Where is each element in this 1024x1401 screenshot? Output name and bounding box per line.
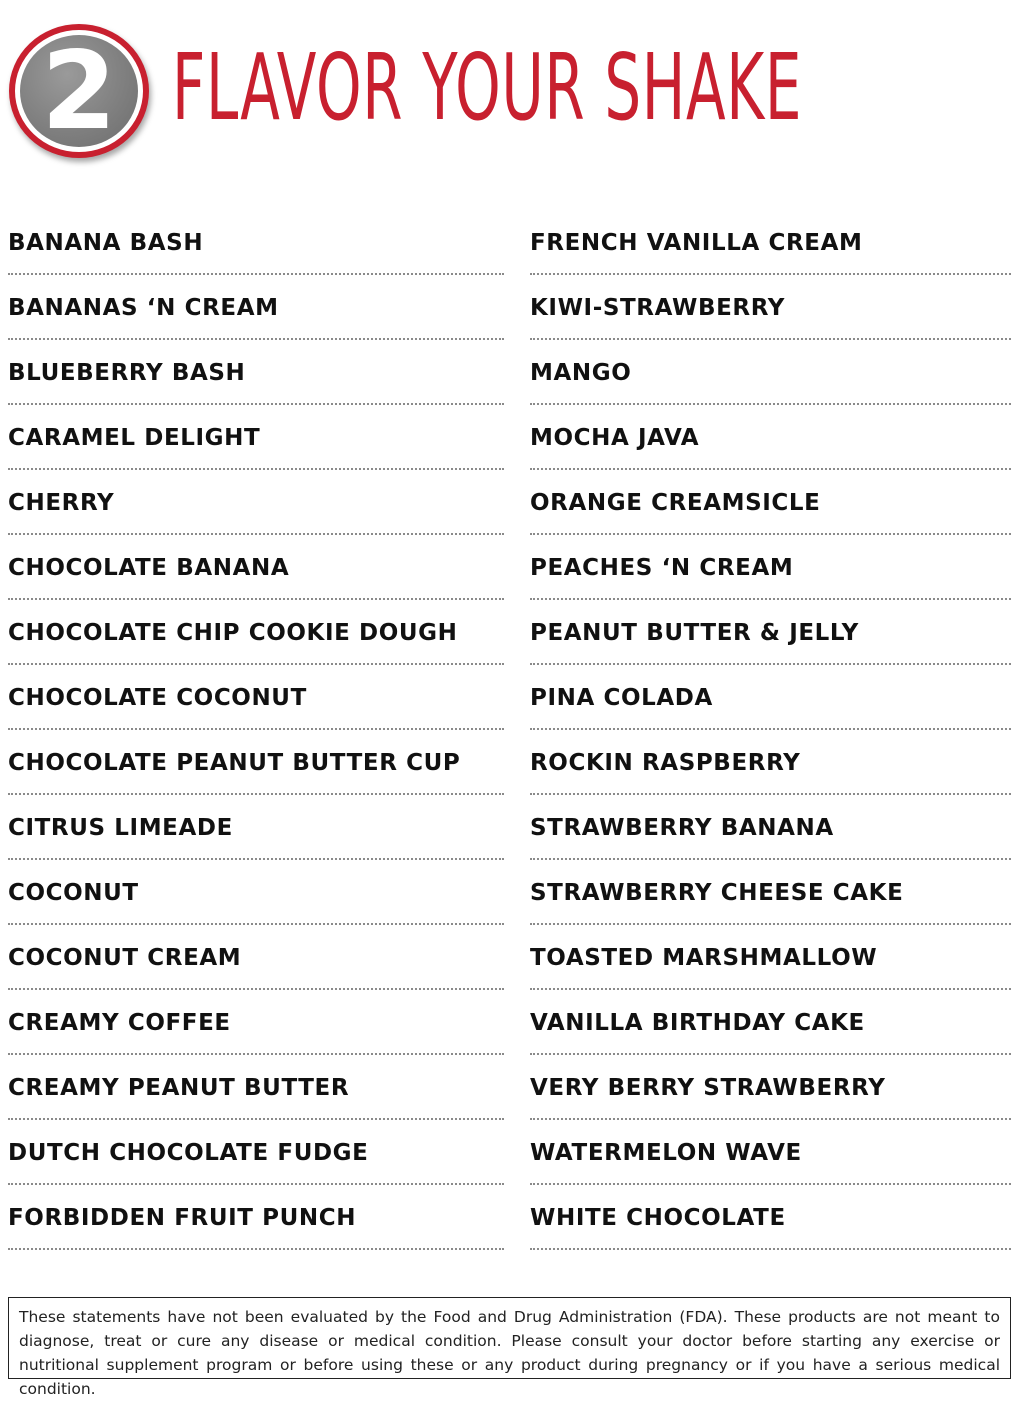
- flavor-name: COCONUT CREAM: [8, 945, 242, 971]
- flavor-name: CREAMY PEANUT BUTTER: [8, 1075, 350, 1101]
- flavor-row: [0, 860, 1024, 925]
- flavor-name: ORANGE CREAMSICLE: [530, 490, 821, 516]
- flavor-name: PINA COLADA: [530, 685, 713, 711]
- flavor-name: TOASTED MARSHMALLOW: [530, 945, 878, 971]
- flavor-item-left: [8, 1185, 504, 1250]
- flavor-item-left: [8, 1055, 504, 1120]
- flavor-item-left: [8, 990, 504, 1055]
- flavor-name: COCONUT: [8, 880, 139, 906]
- flavor-item-left: [8, 405, 504, 470]
- flavor-item-left: [8, 1120, 504, 1185]
- page-header: [0, 0, 1024, 190]
- flavor-name: WHITE CHOCOLATE: [530, 1205, 786, 1231]
- flavor-name: CHOCOLATE PEANUT BUTTER CUP: [8, 750, 461, 776]
- flavor-item-right: [530, 340, 1011, 405]
- flavor-item-left: [8, 600, 504, 665]
- flavor-name: WATERMELON WAVE: [530, 1140, 802, 1166]
- flavor-name: BANANA BASH: [8, 230, 204, 256]
- flavor-item-left: [8, 210, 504, 275]
- flavor-name: CHERRY: [8, 490, 115, 516]
- step-number-badge: [9, 24, 149, 158]
- flavor-row: [0, 405, 1024, 470]
- flavor-item-right: [530, 470, 1011, 535]
- flavor-item-right: [530, 275, 1011, 340]
- flavor-name: ROCKIN RASPBERRY: [530, 750, 801, 776]
- flavor-name: PEANUT BUTTER & JELLY: [530, 620, 859, 646]
- flavor-name: KIWI-STRAWBERRY: [530, 295, 786, 321]
- flavor-name: PEACHES ‘N CREAM: [530, 555, 794, 581]
- flavor-name: DUTCH CHOCOLATE FUDGE: [8, 1140, 369, 1166]
- flavor-item-left: [8, 470, 504, 535]
- flavor-item-left: [8, 795, 504, 860]
- flavor-item-left: [8, 860, 504, 925]
- flavor-item-right: [530, 535, 1011, 600]
- flavor-item-right: [530, 730, 1011, 795]
- flavor-row: [0, 665, 1024, 730]
- flavor-item-right: [530, 405, 1011, 470]
- flavor-row: [0, 1185, 1024, 1250]
- flavor-name: CHOCOLATE BANANA: [8, 555, 290, 581]
- flavor-name: VERY BERRY STRAWBERRY: [530, 1075, 886, 1101]
- flavor-row: [0, 210, 1024, 275]
- flavor-item-right: [530, 795, 1011, 860]
- flavor-name: CHOCOLATE CHIP COOKIE DOUGH: [8, 620, 458, 646]
- flavor-item-left: [8, 535, 504, 600]
- flavor-name: CREAMY COFFEE: [8, 1010, 231, 1036]
- flavor-item-right: [530, 665, 1011, 730]
- flavor-name: STRAWBERRY CHEESE CAKE: [530, 880, 904, 906]
- flavor-name: BANANAS ‘N CREAM: [8, 295, 279, 321]
- flavor-name: CITRUS LIMEADE: [8, 815, 233, 841]
- flavor-row: [0, 990, 1024, 1055]
- disclaimer-box: [8, 1297, 1011, 1398]
- step-badge-inner: [20, 29, 138, 154]
- flavor-name: VANILLA BIRTHDAY CAKE: [530, 1010, 865, 1036]
- flavor-item-left: [8, 665, 504, 730]
- disclaimer-text: These statements have not been evaluated by the Food and Drug Administration (FDA). These products are not meant to diagnose, treat or cure any disease or medical condition. Please consult your doctor before starting any exercise or nutritional supplement program or before using these or any product during pregnancy or if you have a serious medical condition.: [19, 1308, 1000, 1398]
- flavor-name: BLUEBERRY BASH: [8, 360, 246, 386]
- flavor-item-left: [8, 275, 504, 340]
- flavor-item-right: [530, 210, 1011, 275]
- flavor-item-left: [8, 925, 504, 990]
- flavor-item-right: [530, 600, 1011, 665]
- flavor-name: FRENCH VANILLA CREAM: [530, 230, 863, 256]
- flavor-row: [0, 275, 1024, 340]
- step-number: 2: [41, 29, 117, 154]
- flavor-name: FORBIDDEN FRUIT PUNCH: [8, 1205, 357, 1231]
- flavor-name: CARAMEL DELIGHT: [8, 425, 261, 451]
- flavor-name: STRAWBERRY BANANA: [530, 815, 834, 841]
- flavor-row: [0, 730, 1024, 795]
- flavor-item-left: [8, 340, 504, 405]
- flavor-item-left: [8, 730, 504, 795]
- flavor-item-right: [530, 990, 1011, 1055]
- flavor-row: [0, 1120, 1024, 1185]
- flavor-item-right: [530, 1120, 1011, 1185]
- flavor-name: MANGO: [530, 360, 632, 386]
- flavor-row: [0, 1055, 1024, 1120]
- flavor-row: [0, 535, 1024, 600]
- flavor-item-right: [530, 1185, 1011, 1250]
- flavor-row: [0, 600, 1024, 665]
- flavor-row: [0, 795, 1024, 860]
- flavor-item-right: [530, 1055, 1011, 1120]
- flavor-item-right: [530, 860, 1011, 925]
- flavor-name: MOCHA JAVA: [530, 425, 700, 451]
- flavor-item-right: [530, 925, 1011, 990]
- flavor-row: [0, 470, 1024, 535]
- page-title: FLAVOR YOUR SHAKE: [172, 34, 803, 141]
- flavor-row: [0, 925, 1024, 990]
- flavor-name: CHOCOLATE COCONUT: [8, 685, 307, 711]
- flavor-row: [0, 340, 1024, 405]
